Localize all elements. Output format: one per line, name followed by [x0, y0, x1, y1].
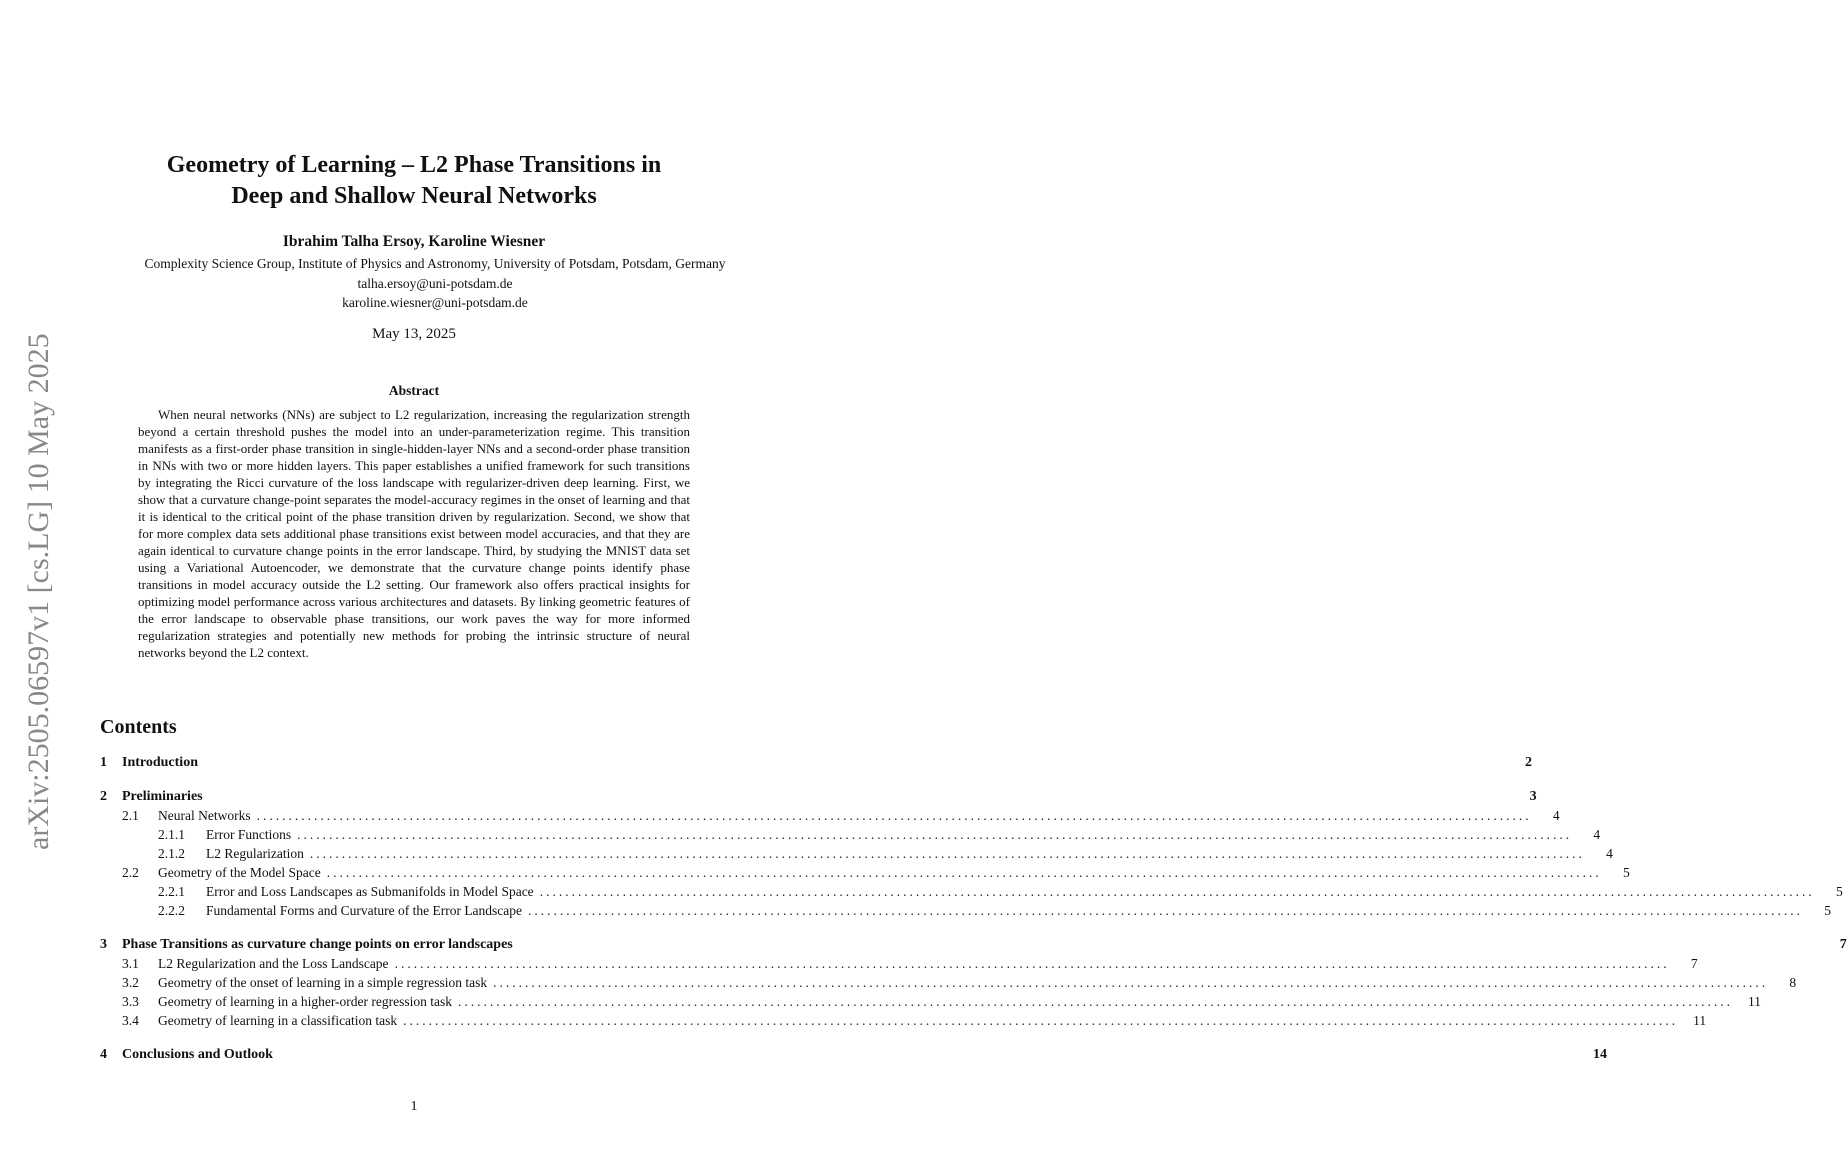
toc-entry[interactable] — [100, 755, 1532, 774]
toc-number: 2.1.2 — [158, 846, 185, 861]
toc-leader: ........................................................................................................................................................................................................ — [403, 1013, 1679, 1028]
toc-leader: ........................................................................................................................................................................................................ — [493, 975, 1769, 990]
toc-page: 2 — [1524, 755, 1532, 770]
toc-leader: ........................................................................................................................................................................................................ — [528, 903, 1804, 918]
toc-number: 3 — [100, 937, 107, 952]
toc-page: 4 — [1606, 846, 1613, 861]
toc-leader: ........................................................................................................................................................................................................ — [256, 808, 1532, 823]
toc-entry[interactable] — [100, 1013, 1707, 1032]
toc-number: 2 — [100, 789, 107, 804]
arxiv-identifier[interactable]: arXiv:2505.06597v1 [cs.LG] 10 May 2025 — [22, 333, 55, 850]
toc-number: 4 — [100, 1047, 107, 1062]
toc-title: L2 Regularization and the Loss Landscape — [158, 956, 389, 971]
toc-title: Fundamental Forms and Curvature of the Error Landscape — [206, 903, 523, 918]
toc-number: 2.2 — [122, 865, 139, 880]
toc-title: Geometry of learning in a classification task — [158, 1013, 398, 1028]
title-line-2: Deep and Shallow Neural Networks — [231, 183, 597, 209]
page-number: 1 — [410, 1099, 418, 1114]
toc-entry[interactable] — [100, 937, 1847, 956]
contents-heading: Contents — [100, 716, 177, 738]
toc-page: 5 — [1622, 865, 1630, 880]
toc-number: 3.4 — [122, 1013, 139, 1028]
title-line-1: Geometry of Learning – L2 Phase Transitions in — [166, 152, 662, 178]
toc-page: 8 — [1789, 975, 1797, 990]
toc-number: 3.1 — [122, 956, 139, 971]
toc-leader: ........................................................................................................................................................................................................ — [458, 994, 1734, 1009]
toc-leader: ........................................................................................................................................................................................................ — [297, 827, 1573, 842]
toc-page: 4 — [1552, 808, 1560, 823]
toc-page: 11 — [1748, 994, 1762, 1009]
toc-title: Phase Transitions as curvature change points on error landscapes — [122, 937, 513, 952]
toc-page: 3 — [1529, 789, 1537, 804]
email-2[interactable]: karoline.wiesner@uni-potsdam.de — [342, 295, 528, 310]
toc-entry[interactable] — [100, 808, 1560, 827]
authors: Ibrahim Talha Ersoy, Karoline Wiesner — [282, 233, 546, 250]
toc-page: 7 — [1839, 937, 1847, 952]
toc-number: 2.1 — [122, 808, 139, 823]
toc-leader: ........................................................................................................................................................................................................ — [326, 865, 1602, 880]
toc-entry[interactable] — [100, 1047, 1607, 1066]
toc-leader: ........................................................................................................................................................................................................ — [539, 884, 1815, 899]
toc-page: 14 — [1592, 1047, 1607, 1062]
toc-page: 11 — [1693, 1013, 1707, 1028]
toc-entry[interactable] — [100, 884, 1843, 903]
paper-title — [0, 150, 828, 212]
toc-title: Conclusions and Outlook — [122, 1047, 273, 1062]
abstract-text: When neural networks (NNs) are subject to L2 regularization, increasing the regularization strength beyond a certain threshold pushes the model into an under-parameterization regime. This transition manifests as a first-order phase transition in single-hidden-layer NNs and a second-order phase transition in NNs with two or more hidden layers. This paper establishes a unified framework for such transitions by integrating the Ricci curvature of the loss landscape with regularizer-driven deep learning. First, we show that a curvature change-point separates the model-accuracy regimes in the onset of learning and that it is identical to the critical point of the phase transition driven by regularization. Second, we show that for more complex data sets additional phase transitions exist between model accuracies, and that they are again identical to curvature change points in the error landscape. Third, by studying the MNIST data set using a Variational Autoencoder, we demonstrate that the curvature change points identify phase transitions in model accuracy outside the L2 setting. Our framework also offers practical insights for optimizing model performance across various architectures and datasets. By linking geometric features of the error landscape to observable phase transitions, our work paves the way for more informed regularization strategies and potentially new methods for probing the intrinsic structure of neural networks beyond the L2 context. — [138, 407, 690, 660]
toc-page: 5 — [1835, 884, 1843, 899]
toc-page: 7 — [1690, 956, 1698, 971]
toc-entry[interactable] — [100, 903, 1832, 922]
date: May 13, 2025 — [372, 326, 456, 342]
toc-page: 5 — [1824, 903, 1832, 918]
email-1[interactable]: talha.ersoy@uni-potsdam.de — [357, 276, 513, 291]
toc-title: Introduction — [122, 755, 198, 770]
toc-title: Geometry of the Model Space — [158, 865, 321, 880]
toc-title: Error and Loss Landscapes as Submanifolds in Model Space — [206, 884, 534, 899]
toc-entry[interactable] — [100, 846, 1613, 865]
toc-number: 2.2.2 — [158, 903, 185, 918]
toc-entry[interactable] — [100, 789, 1537, 808]
toc-title: Geometry of learning in a higher-order regression task — [158, 994, 453, 1009]
toc-page: 4 — [1593, 827, 1601, 842]
affiliation: Complexity Science Group, Institute of Physics and Astronomy, University of Potsdam, Potsdam, Germany — [144, 256, 726, 271]
toc-title: Error Functions — [206, 827, 292, 842]
toc-number: 3.2 — [122, 975, 139, 990]
toc-entry[interactable] — [100, 827, 1601, 846]
toc-number: 2.1.1 — [158, 827, 185, 842]
toc-number: 2.2.1 — [158, 884, 185, 899]
toc-number: 1 — [100, 755, 107, 770]
toc-entry[interactable] — [100, 865, 1630, 884]
toc-title: L2 Regularization — [206, 846, 304, 861]
toc-title: Geometry of the onset of learning in a simple regression task — [158, 975, 488, 990]
toc-title: Preliminaries — [122, 789, 203, 804]
toc-title: Neural Networks — [158, 808, 251, 823]
toc-number: 3.3 — [122, 994, 139, 1009]
toc-entry[interactable] — [100, 956, 1698, 975]
toc-leader: ........................................................................................................................................................................................................ — [309, 846, 1585, 861]
toc-leader: ........................................................................................................................................................................................................ — [394, 956, 1670, 971]
toc-entry[interactable] — [100, 994, 1762, 1013]
toc-entry[interactable] — [100, 975, 1797, 994]
abstract-heading: Abstract — [388, 383, 440, 398]
